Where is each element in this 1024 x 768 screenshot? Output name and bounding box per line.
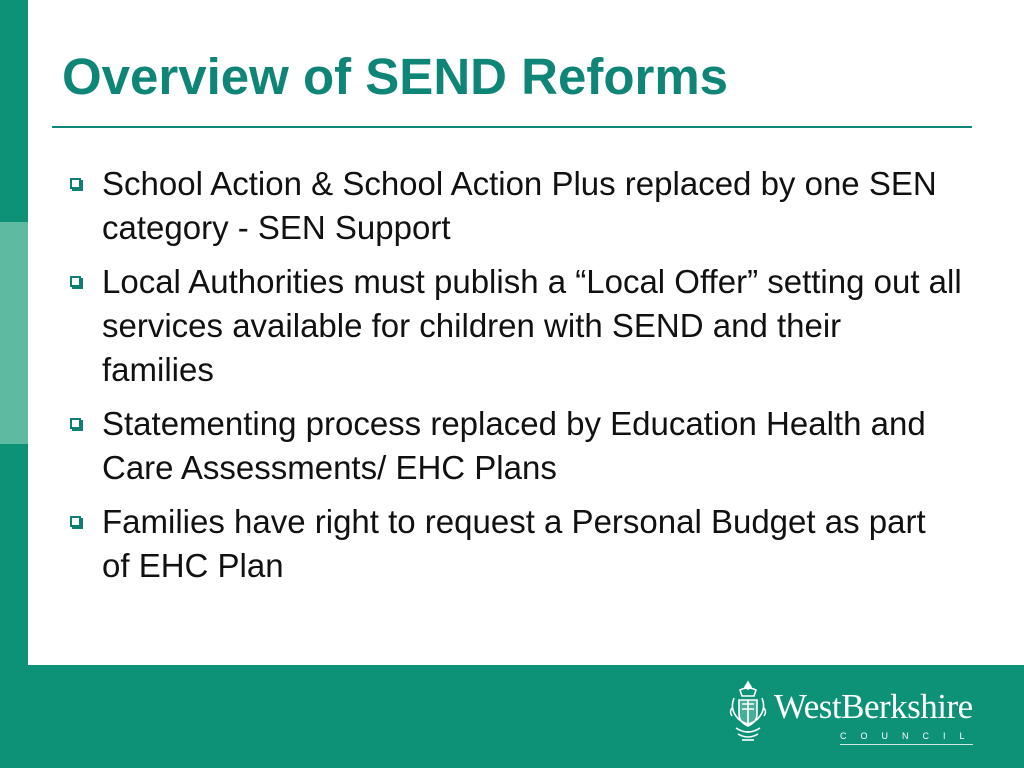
bullet-item [62, 260, 962, 392]
bullet-list [62, 162, 962, 598]
slide-title: Overview of SEND Reforms [62, 48, 729, 105]
bullet-text: Families have right to request a Personal Budget as part of EHC Plan [102, 503, 926, 584]
hollow-square-bullet-icon [70, 418, 81, 429]
side-accent-segment-bottom [0, 444, 28, 665]
logo-word-west: West [774, 687, 842, 726]
bullet-text: Local Authorities must publish a “Local Offer” setting out all services available for children with SEND and their families [102, 263, 962, 388]
hollow-square-bullet-icon [70, 178, 81, 189]
bullet-item [62, 500, 962, 588]
west-berkshire-council-logo [728, 680, 978, 748]
logo-word-berkshire: Berkshire [841, 687, 973, 726]
side-accent-bar [0, 0, 28, 665]
title-divider [52, 126, 972, 128]
bullet-text: School Action & School Action Plus replaced by one SEN category - SEN Support [102, 165, 937, 246]
logo-council-text: COUNCIL [840, 731, 979, 741]
side-accent-segment-top [0, 0, 28, 222]
logo-underline [840, 744, 973, 745]
logo-wordmark [774, 689, 973, 724]
bullet-item [62, 402, 962, 490]
bullet-text: Statementing process replaced by Education Health and Care Assessments/ EHC Plans [102, 405, 926, 486]
bullet-item [62, 162, 962, 250]
side-accent-segment-middle [0, 222, 28, 444]
crest-icon [728, 680, 768, 748]
hollow-square-bullet-icon [70, 516, 81, 527]
hollow-square-bullet-icon [70, 276, 81, 287]
